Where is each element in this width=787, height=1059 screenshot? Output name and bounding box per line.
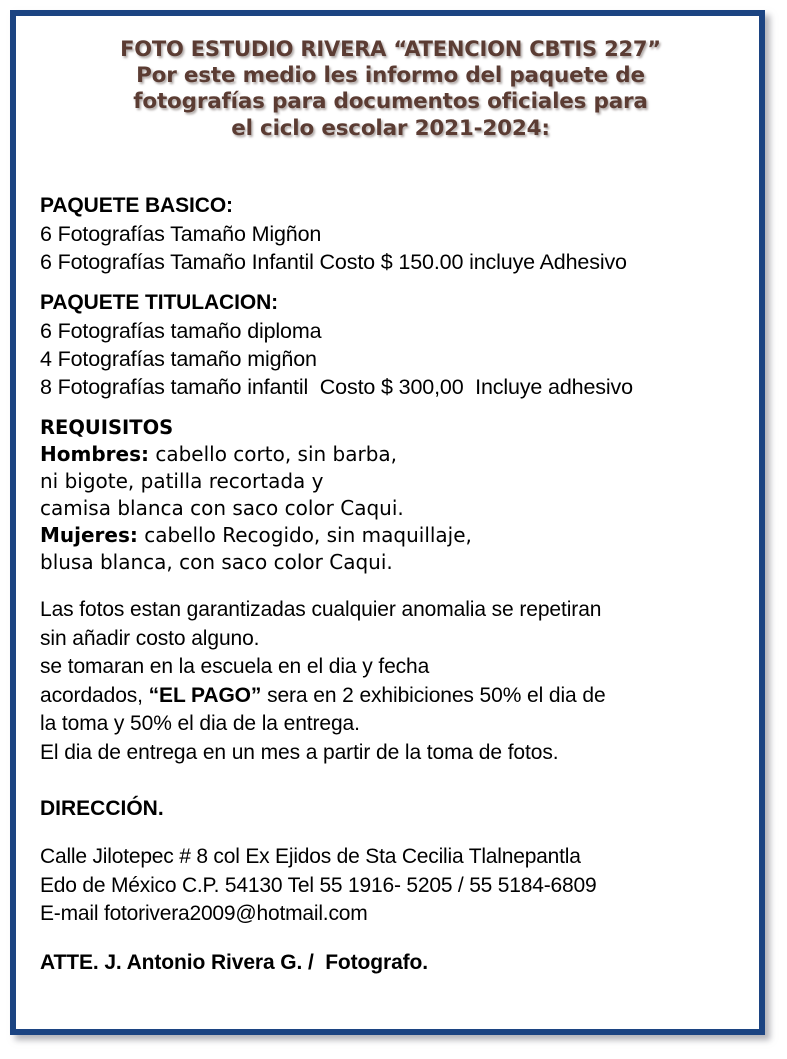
- section-paquete-titulacion: [40, 289, 741, 401]
- condiciones-line-3: se tomaran en la escuela en el dia y fecha: [40, 655, 430, 678]
- condiciones-line-5: la toma y 50% el dia de la entrega.: [40, 712, 360, 735]
- paquete-titulacion-title: PAQUETE TITULACION:: [40, 291, 279, 314]
- header-line-1: FOTO ESTUDIO RIVERA “ATENCION CBTIS 227”: [120, 37, 661, 61]
- condiciones-line-4-pre: acordados,: [40, 683, 149, 707]
- paquete-titulacion-item-1: 6 Fotografías tamaño diploma: [40, 319, 322, 343]
- paquete-basico-title: PAQUETE BASICO:: [40, 194, 233, 217]
- spacer: [40, 172, 741, 192]
- spacer: [40, 767, 741, 787]
- section-condiciones: [40, 596, 741, 767]
- flyer-frame: [10, 10, 765, 1035]
- flyer-header: [40, 36, 741, 142]
- paquete-basico-item-2: 6 Fotografías Tamaño Infantil Costo $ 150.00 incluye Adhesivo: [40, 250, 627, 274]
- paquete-basico-item-1: 6 Fotografías Tamaño Migñon: [40, 222, 322, 246]
- header-line-3: fotografías para documentos oficiales para: [133, 89, 648, 114]
- requisitos-mujeres-line-2: blusa blanca, con saco color Caqui.: [40, 550, 393, 574]
- flyer-content: [16, 16, 759, 1029]
- requisitos-hombres-line-2: ni bigote, patilla recortada y: [40, 469, 324, 493]
- requisitos-hombres-text-1: cabello corto, sin barba,: [148, 442, 398, 466]
- requisitos-hombres-line-1: [40, 441, 741, 468]
- section-paquete-basico: [40, 192, 741, 276]
- firma-atte: ATTE. J. Antonio Rivera G. / Fotografo.: [40, 950, 429, 974]
- paquete-titulacion-item-2: 4 Fotografías tamaño migñon: [40, 347, 317, 371]
- header-line-4: el ciclo escolar 2021-2024:: [231, 115, 550, 141]
- condiciones-line-6: El dia de entrega en un mes a partir de la toma de fotos.: [40, 740, 559, 764]
- condiciones-line-2: sin añadir costo alguno.: [40, 626, 260, 650]
- requisitos-mujeres-label: Mujeres:: [40, 523, 138, 547]
- spacer: [40, 276, 741, 289]
- requisitos-title: REQUISITOS: [40, 416, 174, 439]
- condiciones-el-pago-emphasis: “EL PAGO”: [148, 683, 262, 707]
- requisitos-hombres-line-3: camisa blanca con saco color Caqui.: [40, 496, 404, 520]
- condiciones-line-4: [40, 682, 741, 711]
- spacer: [40, 787, 741, 795]
- spacer: [40, 401, 741, 414]
- section-direccion: [40, 795, 741, 929]
- condiciones-line-1: Las fotos estan garantizadas cualquier anomalia se repetiran: [40, 598, 602, 621]
- requisitos-hombres-label: Hombres:: [40, 442, 149, 466]
- section-requisitos: [40, 414, 741, 576]
- direccion-city-phone: Edo de México C.P. 54130 Tel 55 1916- 5205 / 55 5184-6809: [40, 873, 597, 897]
- direccion-email: E-mail fotorivera2009@hotmail.com: [40, 902, 368, 925]
- spacer: [40, 929, 741, 949]
- paquete-titulacion-item-3: 8 Fotografías tamaño infantil Costo $ 300,00 Incluye adhesivo: [40, 375, 633, 399]
- direccion-street: Calle Jilotepec # 8 col Ex Ejidos de Sta Cecilia Tlalnepantla: [40, 845, 581, 868]
- direccion-title: DIRECCIÓN.: [40, 797, 164, 820]
- spacer: [40, 576, 741, 596]
- requisitos-mujeres-text-1: cabello Recogido, sin maquillaje,: [137, 523, 472, 547]
- spacer: [40, 823, 741, 843]
- requisitos-mujeres-line-1: [40, 522, 741, 549]
- spacer: [40, 142, 741, 172]
- header-line-2: Por este medio les informo del paquete de: [136, 62, 645, 88]
- condiciones-line-4-post: sera en 2 exhibiciones 50% el dia de: [261, 683, 606, 707]
